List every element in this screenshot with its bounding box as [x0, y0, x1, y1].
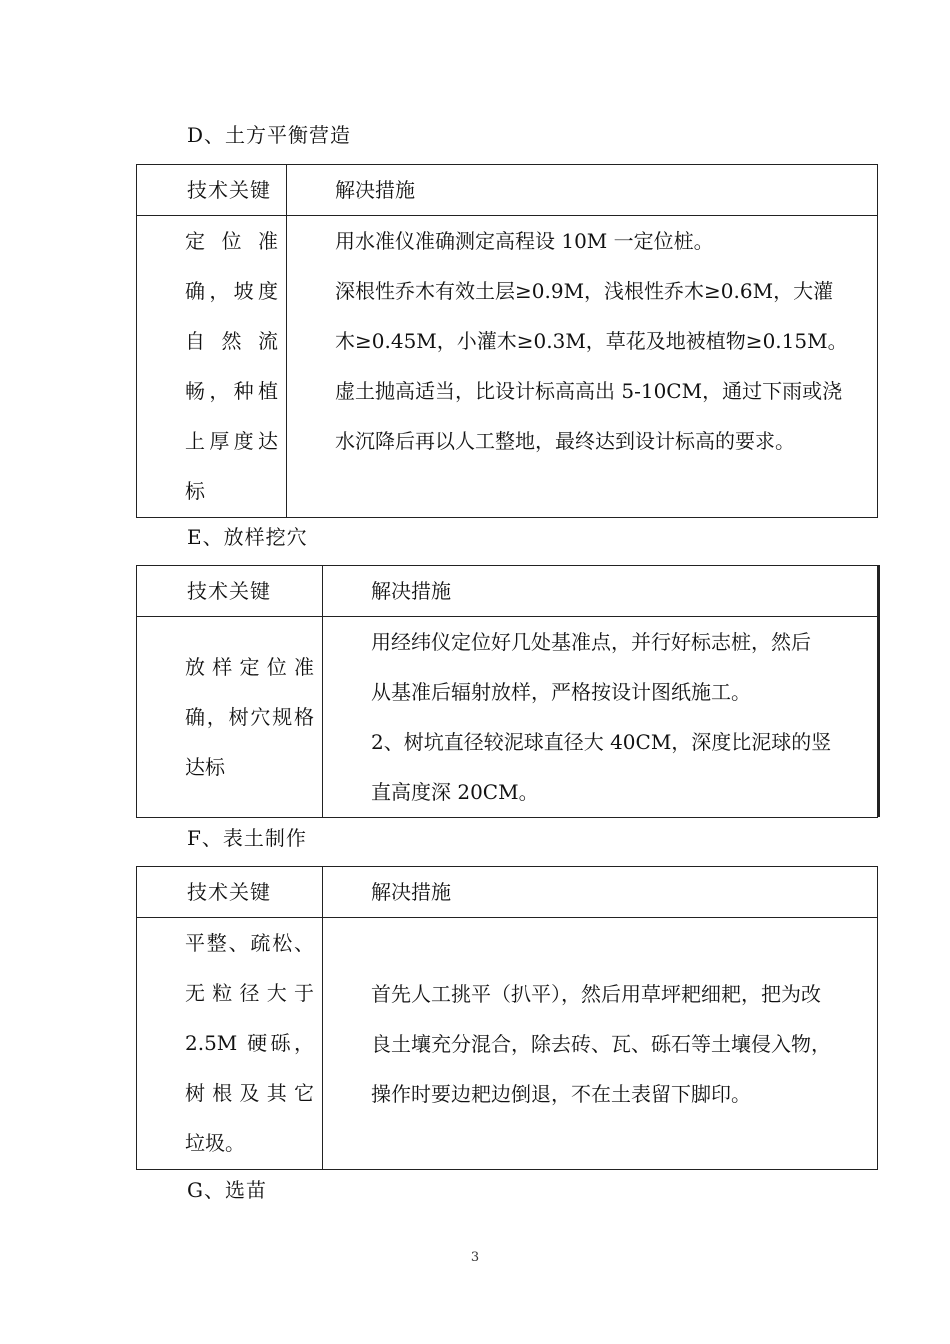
solution-line: 良土壤充分混合，除去砖、瓦、砾石等土壤侵入物，: [371, 1031, 831, 1056]
key-line: 2.5M 硬砾，: [185, 1031, 314, 1055]
section-f-heading: F、表土制作: [187, 826, 307, 850]
table-double-border: [878, 565, 880, 817]
section-g-heading: G、选苗: [187, 1178, 267, 1202]
key-line: 无 粒 径 大 于: [185, 981, 314, 1005]
section-e-heading: E、放样挖穴: [187, 525, 308, 549]
solution-line: 2、树坑直径较泥球直径大 40CM，深度比泥球的竖: [371, 730, 832, 754]
table-row: [137, 918, 878, 1170]
solution-line: 水沉降后再以人工整地，最终达到设计标高的要求。: [335, 429, 795, 453]
key-line: 平整、疏松、: [185, 931, 314, 955]
solution-line: 用水准仪准确测定高程设 10M 一定位桩。: [335, 229, 714, 253]
header-solution: 解决措施: [323, 867, 878, 918]
key-line: 垃圾。: [185, 1131, 245, 1155]
key-line: 达标: [185, 755, 225, 779]
table-header-row: [137, 566, 878, 617]
key-line: 确，坡度: [185, 279, 278, 303]
key-line: 树 根 及 其 它: [185, 1081, 314, 1105]
key-line: 确，树穴规格: [185, 705, 314, 729]
technical-key-cell: [137, 617, 323, 818]
technical-key-cell: [137, 918, 323, 1170]
solution-line: 从基准后辐射放样，严格按设计图纸施工。: [371, 680, 751, 704]
header-solution: 解决措施: [323, 566, 878, 617]
solution-line: 操作时要边耙边倒退，不在土表留下脚印。: [371, 1081, 751, 1106]
solution-line: 虚土抛高适当，比设计标高高出 5-10CM，通过下雨或浇: [335, 379, 843, 403]
table-earthwork: [136, 164, 878, 518]
solution-cell: [323, 918, 878, 1170]
page-number: 3: [470, 1250, 480, 1265]
table-header-row: [137, 867, 878, 918]
technical-key-cell: [137, 216, 287, 518]
solution-line: 直高度深 20CM。: [371, 780, 539, 804]
key-line: 畅，种植: [185, 379, 278, 403]
solution-line: 木≥0.45M，小灌木≥0.3M，草花及地被植物≥0.15M。: [335, 329, 848, 353]
table-row: [137, 617, 878, 818]
solution-cell: [323, 617, 878, 818]
table-layout-digging: [136, 565, 878, 818]
header-solution: 解决措施: [287, 165, 878, 216]
solution-line: 首先人工挑平（扒平），然后用草坪耙细耙，把为改: [371, 981, 821, 1006]
header-technical-key: 技术关键: [137, 165, 287, 216]
key-line: 定 位 准: [185, 229, 278, 253]
solution-line: 用经纬仪定位好几处基准点，并行好标志桩，然后: [371, 630, 811, 654]
table-row: [137, 216, 878, 518]
header-technical-key: 技术关键: [137, 566, 323, 617]
key-line: 放样定位准: [185, 655, 314, 679]
section-d-heading: D、土方平衡营造: [187, 123, 352, 147]
key-line: 上厚度达: [185, 429, 278, 453]
header-technical-key: 技术关键: [137, 867, 323, 918]
key-line: 自 然 流: [185, 329, 278, 353]
solution-line: 深根性乔木有效土层≥0.9M，浅根性乔木≥0.6M，大灌: [335, 279, 834, 303]
solution-cell: [287, 216, 878, 518]
table-topsoil: [136, 866, 878, 1170]
table-header-row: [137, 165, 878, 216]
key-line: 标: [185, 479, 205, 503]
